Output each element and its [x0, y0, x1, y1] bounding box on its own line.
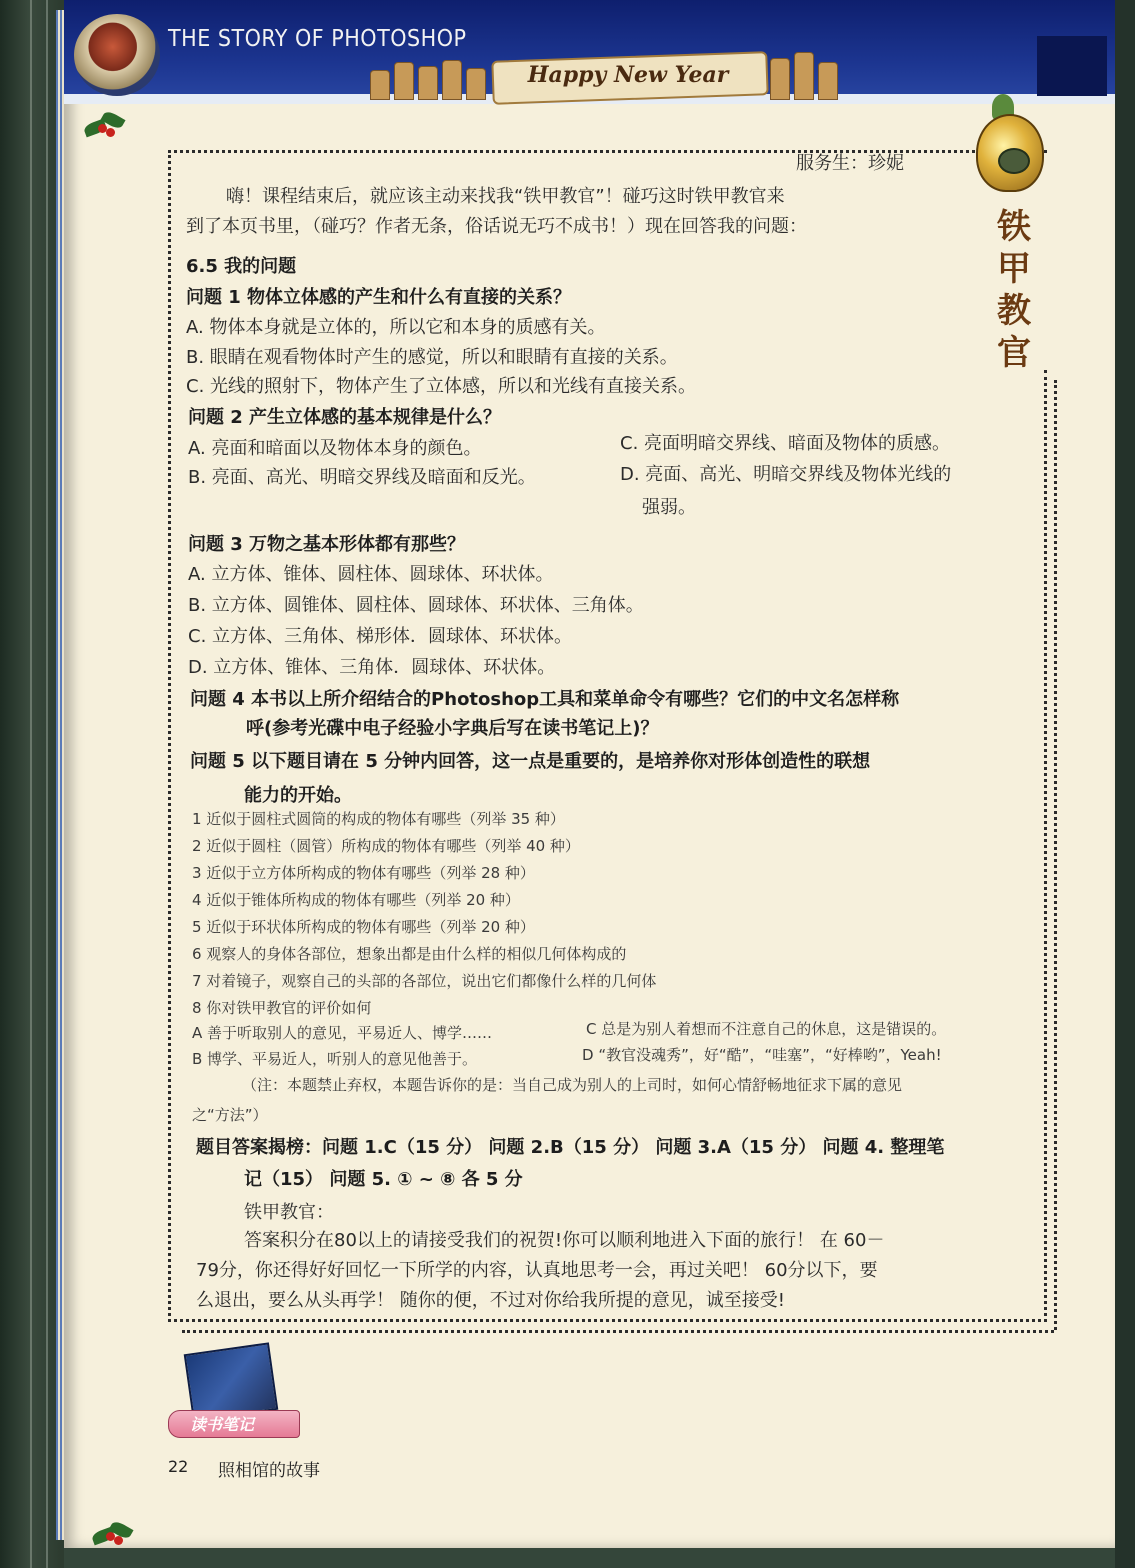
answer-key-cont: 记（15） 问题 5. ① ~ ⑧ 各 5 分: [244, 1169, 523, 1190]
intro-line: 到了本页书里，（碰巧？作者无条，俗话说无巧不成书！）现在回答我的问题：: [186, 216, 807, 237]
closing-line: 79分，你还得好好回忆一下所学的内容，认真地思考一会，再过关吧！ 60分以下，要: [196, 1260, 878, 1281]
question-title: 问题 3 万物之基本形体都有那些？: [188, 534, 466, 555]
question-title: 问题 5 以下题目请在 5 分钟内回答，这一点是重要的，是培养你对形体创造性的联想: [190, 751, 871, 772]
answer-option: B. 亮面、高光、明暗交界线及暗面和反光。: [188, 467, 536, 488]
answer-key: 题目答案揭榜：问题 1.C（15 分） 问题 2.B（15 分） 问题 3.A（15 分） 问题 4. 整理笔: [196, 1137, 945, 1158]
answer-option: B. 立方体、圆锥体、圆柱体、圆球体、环状体、三角体。: [188, 595, 644, 616]
answer-option: A. 物体本身就是立体的，所以它和本身的质感有关。: [186, 317, 606, 338]
sub-question: 4 近似于锥体所构成的物体有哪些（列举 20 种）: [192, 891, 520, 909]
sub-question: 6 观察人的身体各部位，想象出都是由什么样的相似几何体构成的: [192, 945, 627, 963]
attendant-credit: 服务生：珍妮: [796, 153, 904, 174]
side-title-char: 教: [997, 291, 1031, 331]
answer-option: B. 眼睛在观看物体时产生的感觉，所以和眼睛有直接的关系。: [186, 347, 678, 368]
answer-option: C. 亮面明暗交界线、暗面及物体的质感。: [620, 433, 951, 454]
holly-icon: [84, 112, 128, 148]
answer-option: D. 亮面、高光、明暗交界线及物体光线的: [620, 464, 952, 485]
dotted-frame-right: [1044, 370, 1047, 1316]
sub-question: 5 近似于环状体所构成的物体有哪些（列举 20 种）: [192, 918, 535, 936]
photoshop-logo-badge: [74, 14, 160, 96]
fence-post: [794, 52, 814, 100]
book-title-footer: 照相馆的故事: [218, 1461, 320, 1481]
sub-question: 1 近似于圆柱式圆筒的构成的物体有哪些（列举 35 种）: [192, 810, 565, 828]
answer-option: 强弱。: [642, 497, 696, 518]
question-title-cont: 能力的开始。: [244, 785, 352, 806]
dotted-frame-outer-bottom: [182, 1330, 1054, 1333]
spine-line: [30, 0, 32, 1568]
evaluation-option: A 善于听取别人的意见，平易近人、博学……: [192, 1024, 493, 1042]
fence-post: [394, 62, 414, 100]
armored-instructor-icon: [958, 90, 1058, 200]
question-title: 问题 2 产生立体感的基本规律是什么？: [188, 407, 502, 428]
fence-post: [466, 68, 486, 100]
side-title: [990, 206, 1038, 374]
evaluation-option: B 博学、平易近人，听别人的意见他善于。: [192, 1050, 478, 1068]
sub-question: 2 近似于圆柱（圆管）所构成的物体有哪些（列举 40 种）: [192, 837, 580, 855]
intro-line: 嗨！课程结束后，就应该主动来找我“铁甲教官”！碰巧这时铁甲教官来: [226, 186, 785, 207]
banner-text: Happy New Year: [527, 62, 729, 88]
closing-line: 答案积分在80以上的请接受我们的祝贺!你可以顺利地进入下面的旅行！ 在 60－: [244, 1230, 885, 1251]
sub-question: 8 你对铁甲教官的评价如何: [192, 999, 372, 1017]
closing-line: 么退出，要么从头再学！ 随你的便，不过对你给我所提的意见，诚至接受!: [196, 1290, 785, 1311]
sub-question: 3 近似于立方体所构成的物体有哪些（列举 28 种）: [192, 864, 535, 882]
cover-bottom: [64, 1548, 1115, 1568]
sub-question: 7 对着镜子，观察自己的头部的各部位，说出它们都像什么样的几何体: [192, 972, 657, 990]
answer-option: D. 立方体、锥体、三角体．圆球体、环状体。: [188, 657, 556, 678]
answer-option: A. 立方体、锥体、圆柱体、圆球体、环状体。: [188, 564, 554, 585]
question-title-cont: 呼(参考光碟中电子经验小字典后写在读书笔记上)？: [246, 718, 659, 739]
dotted-frame-outer-right: [1054, 380, 1057, 1330]
fence-post: [770, 58, 790, 100]
note-line: 之“方法”）: [192, 1106, 268, 1124]
fence-post: [442, 60, 462, 100]
fence-post: [418, 66, 438, 100]
spine-line: [46, 0, 48, 1568]
answer-option: A. 亮面和暗面以及物体本身的颜色。: [188, 438, 482, 459]
question-title: 问题 4 本书以上所介绍结合的Photoshop工具和菜单命令有哪些？它们的中文名怎样称: [190, 689, 900, 710]
note-line: （注：本题禁止弃权，本题告诉你的是：当自己成为别人的上司时，如何心情舒畅地征求下属的意见: [242, 1076, 903, 1094]
side-title-char: 甲: [997, 249, 1031, 289]
fence-post: [370, 70, 390, 100]
notebook-label: 读书笔记: [190, 1415, 255, 1434]
side-title-char: 铁: [997, 207, 1031, 247]
page-number: 22: [168, 1457, 189, 1476]
closing-signature: 铁甲教官：: [244, 1202, 334, 1223]
evaluation-option: D “教官没魂秀”，好“酷”，“哇塞”，“好棒哟”，Yeah!: [582, 1046, 942, 1064]
header-title: THE STORY OF PHOTOSHOP: [168, 26, 467, 52]
fence-post: [818, 62, 838, 100]
question-title: 问题 1 物体立体感的产生和什么有直接的关系？: [186, 287, 572, 308]
section-heading: 6.5 我的问题: [186, 256, 297, 277]
answer-option: C. 光线的照射下，物体产生了立体感，所以和光线有直接关系。: [186, 376, 697, 397]
answer-option: C. 立方体、三角体、梯形体．圆球体、环状体。: [188, 626, 573, 647]
evaluation-option: C 总是为别人着想而不注意自己的休息，这是错误的。: [586, 1020, 947, 1038]
side-title-char: 官: [997, 333, 1031, 373]
house-silhouette: [1037, 36, 1107, 96]
visor-icon: [998, 148, 1030, 174]
